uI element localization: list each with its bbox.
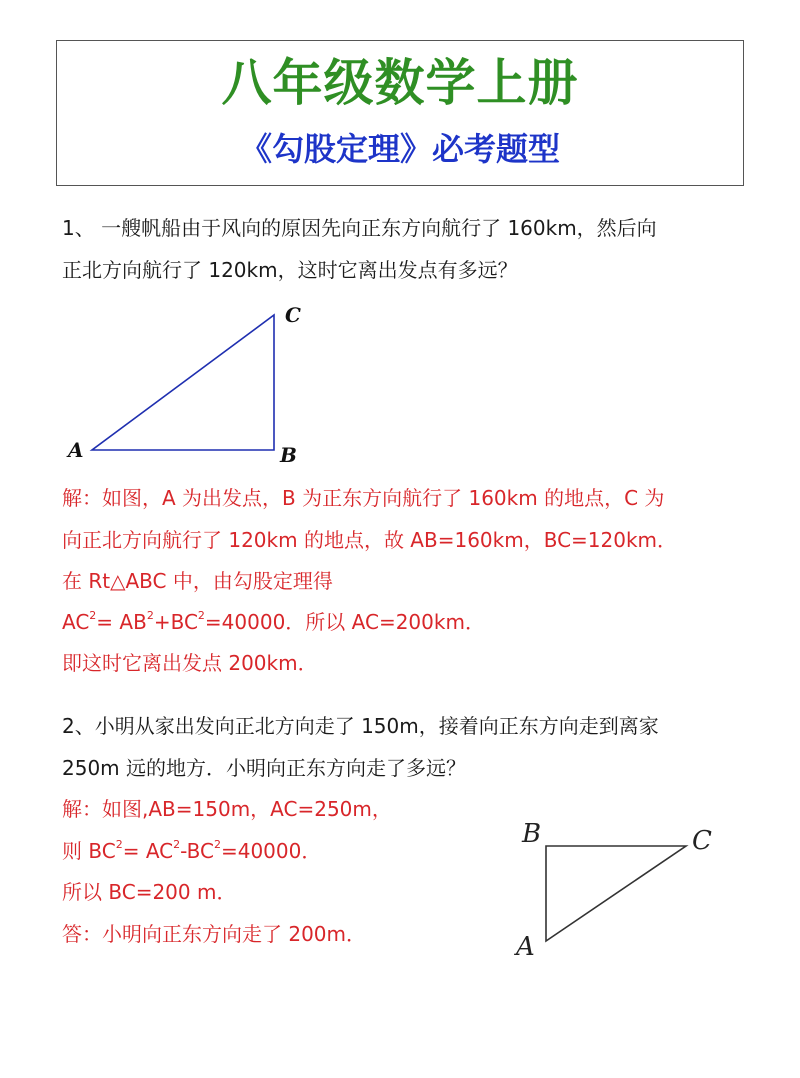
problem2-question-line1: 2、小明从家出发向正北方向走了 150m，接着向正东方向走到离家 <box>62 714 659 738</box>
vertex-label-b-2: B <box>522 819 542 849</box>
eq-ac: AC <box>62 610 90 634</box>
problem2-solution-line1: 解：如图,AB=150m，AC=250m， <box>62 797 392 821</box>
problem1-solution-line5: 即这时它离出发点 200km． <box>62 651 318 675</box>
eq-bc-2: -BC <box>180 839 214 863</box>
eq-result-2: =40000． <box>220 839 322 863</box>
problem2-solution-line3: 所以 BC=200 m． <box>62 880 237 904</box>
eq-ac-2: = AC <box>122 839 174 863</box>
exp-5: 2 <box>173 838 181 852</box>
problem2-solution-line2 <box>62 837 321 865</box>
problem2-question-line2: 250m 远的地方．小明向正东方向走了多远？ <box>62 756 467 780</box>
eq-bc-head: 则 BC <box>62 839 116 863</box>
problem1-question-line2: 正北方向航行了 120km，这时它离出发点有多远？ <box>62 258 518 282</box>
problem1-solution-line1: 解：如图，A 为出发点，B 为正东方向航行了 160km 的地点，C 为 <box>62 486 665 510</box>
exp-4: 2 <box>115 838 123 852</box>
page-title: 八年级数学上册 <box>221 53 579 112</box>
vertex-label-c-2: C <box>692 826 712 856</box>
exp-1: 2 <box>89 609 97 623</box>
problem1-solution-line3: 在 Rt△ABC 中，由勾股定理得 <box>62 569 333 593</box>
vertex-label-a-2: A <box>516 932 535 962</box>
problem1-solution-line4 <box>62 608 485 636</box>
problem1-question-line1: 1、 一艘帆船由于风向的原因先向正东方向航行了 160km，然后向 <box>62 216 657 240</box>
eq-ab: = AB <box>96 610 147 634</box>
exp-2: 2 <box>146 609 154 623</box>
vertex-label-a: A <box>68 438 84 462</box>
problem1-solution-line2: 向正北方向航行了 120km 的地点，故 AB=160km，BC=120km． <box>62 528 678 552</box>
exp-6: 2 <box>213 838 221 852</box>
exp-3: 2 <box>197 609 205 623</box>
eq-result: =40000．所以 AC=200km． <box>204 610 485 634</box>
vertex-label-b: B <box>280 443 297 467</box>
problem2-solution-line4: 答：小明向正东方向走了 200m． <box>62 922 367 946</box>
vertex-label-c: C <box>285 303 301 327</box>
triangle-abc-1 <box>92 315 274 450</box>
page-subtitle: 《勾股定理》必考题型 <box>239 130 560 168</box>
eq-bc: +BC <box>153 610 198 634</box>
